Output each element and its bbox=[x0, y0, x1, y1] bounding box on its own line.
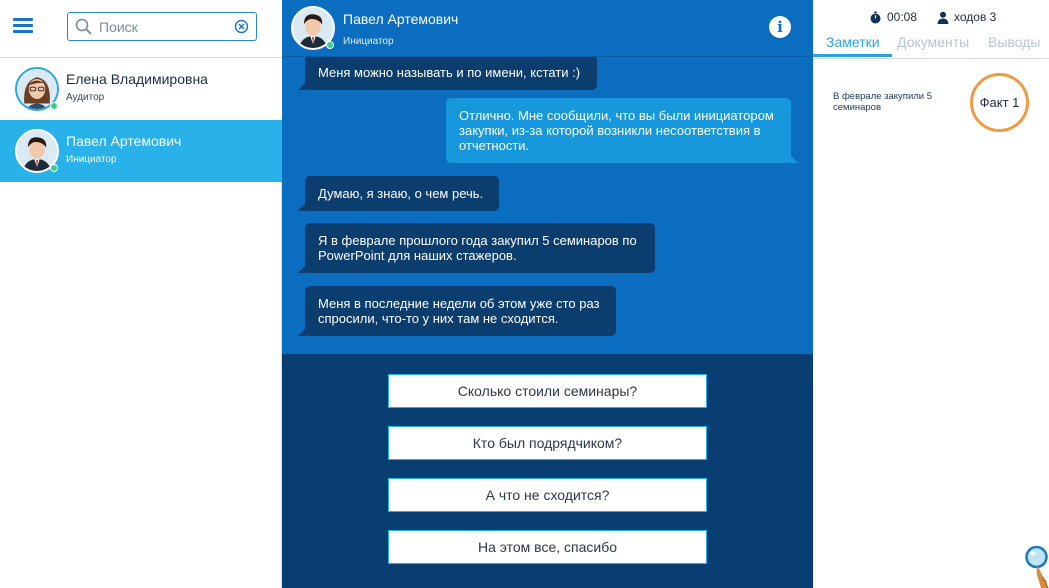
clear-search-icon[interactable] bbox=[234, 19, 249, 34]
message-incoming: Я в феврале прошлого года закупил 5 семинаров по PowerPoint для наших стажеров. bbox=[305, 223, 655, 273]
online-status-dot bbox=[50, 164, 58, 172]
message-outgoing: Отлично. Мне сообщили, что вы были инициатором закупки, из-за которой возникли несоответствия в отчетности. bbox=[446, 98, 791, 163]
contact-item-elena[interactable] bbox=[0, 58, 282, 120]
avatar bbox=[15, 129, 59, 173]
moves-value: ходов 3 bbox=[954, 10, 997, 24]
answer-button-mismatch[interactable]: А что не сходится? bbox=[388, 478, 707, 512]
tab-conclusions[interactable]: Выводы bbox=[988, 34, 1041, 50]
contact-role: Инициатор bbox=[66, 154, 117, 165]
tabs-divider bbox=[813, 58, 1049, 59]
online-status-dot bbox=[326, 41, 334, 49]
answer-options bbox=[282, 354, 813, 588]
answer-button-finish[interactable]: На этом все, спасибо bbox=[388, 530, 707, 564]
search-icon bbox=[75, 18, 92, 35]
message-incoming: Меня в последние недели об этом уже сто раз спросили, что-то у них там не сходится. bbox=[305, 286, 616, 336]
contact-role: Аудитор bbox=[66, 92, 105, 103]
contact-item-pavel[interactable] bbox=[0, 120, 282, 182]
panel-tabs bbox=[813, 32, 1049, 58]
chat-header-avatar bbox=[291, 6, 335, 50]
hamburger-menu-icon[interactable] bbox=[13, 18, 33, 34]
contacts-toolbar bbox=[0, 0, 282, 58]
search-input[interactable] bbox=[99, 16, 229, 37]
note-text: В феврале закупили 5 семинаров bbox=[833, 91, 933, 113]
chat-contact-role: Инициатор bbox=[343, 36, 394, 47]
moves-counter bbox=[937, 10, 996, 24]
message-incoming: Думаю, я знаю, о чем речь. bbox=[305, 176, 499, 211]
stopwatch-icon bbox=[869, 11, 882, 24]
contact-name: Елена Владимировна bbox=[66, 71, 208, 87]
search-box bbox=[67, 12, 257, 41]
chat-contact-name: Павел Артемович bbox=[343, 11, 459, 27]
chat-panel bbox=[282, 0, 813, 588]
message-list bbox=[282, 57, 813, 354]
avatar bbox=[15, 67, 59, 111]
tab-documents[interactable]: Документы bbox=[897, 34, 970, 50]
timer-value: 00:08 bbox=[887, 10, 918, 24]
info-icon[interactable]: i bbox=[769, 16, 791, 38]
notes-panel bbox=[813, 0, 1049, 588]
answer-button-contractor[interactable]: Кто был подрядчиком? bbox=[388, 426, 707, 460]
timer bbox=[869, 10, 917, 24]
contacts-panel bbox=[0, 0, 282, 588]
chat-header bbox=[282, 0, 813, 57]
message-incoming: Меня можно называть и по имени, кстати :) bbox=[305, 57, 597, 90]
answer-button-cost[interactable]: Сколько стоили семинары? bbox=[388, 374, 707, 408]
active-tab-indicator bbox=[813, 54, 892, 57]
fact-badge[interactable]: Факт 1 bbox=[970, 73, 1029, 132]
online-status-dot bbox=[50, 102, 58, 110]
game-stats bbox=[813, 10, 1049, 28]
contact-name: Павел Артемович bbox=[66, 133, 182, 149]
user-icon bbox=[937, 11, 949, 24]
magnifier-icon[interactable] bbox=[1024, 544, 1049, 588]
tab-notes[interactable]: Заметки bbox=[826, 34, 880, 50]
